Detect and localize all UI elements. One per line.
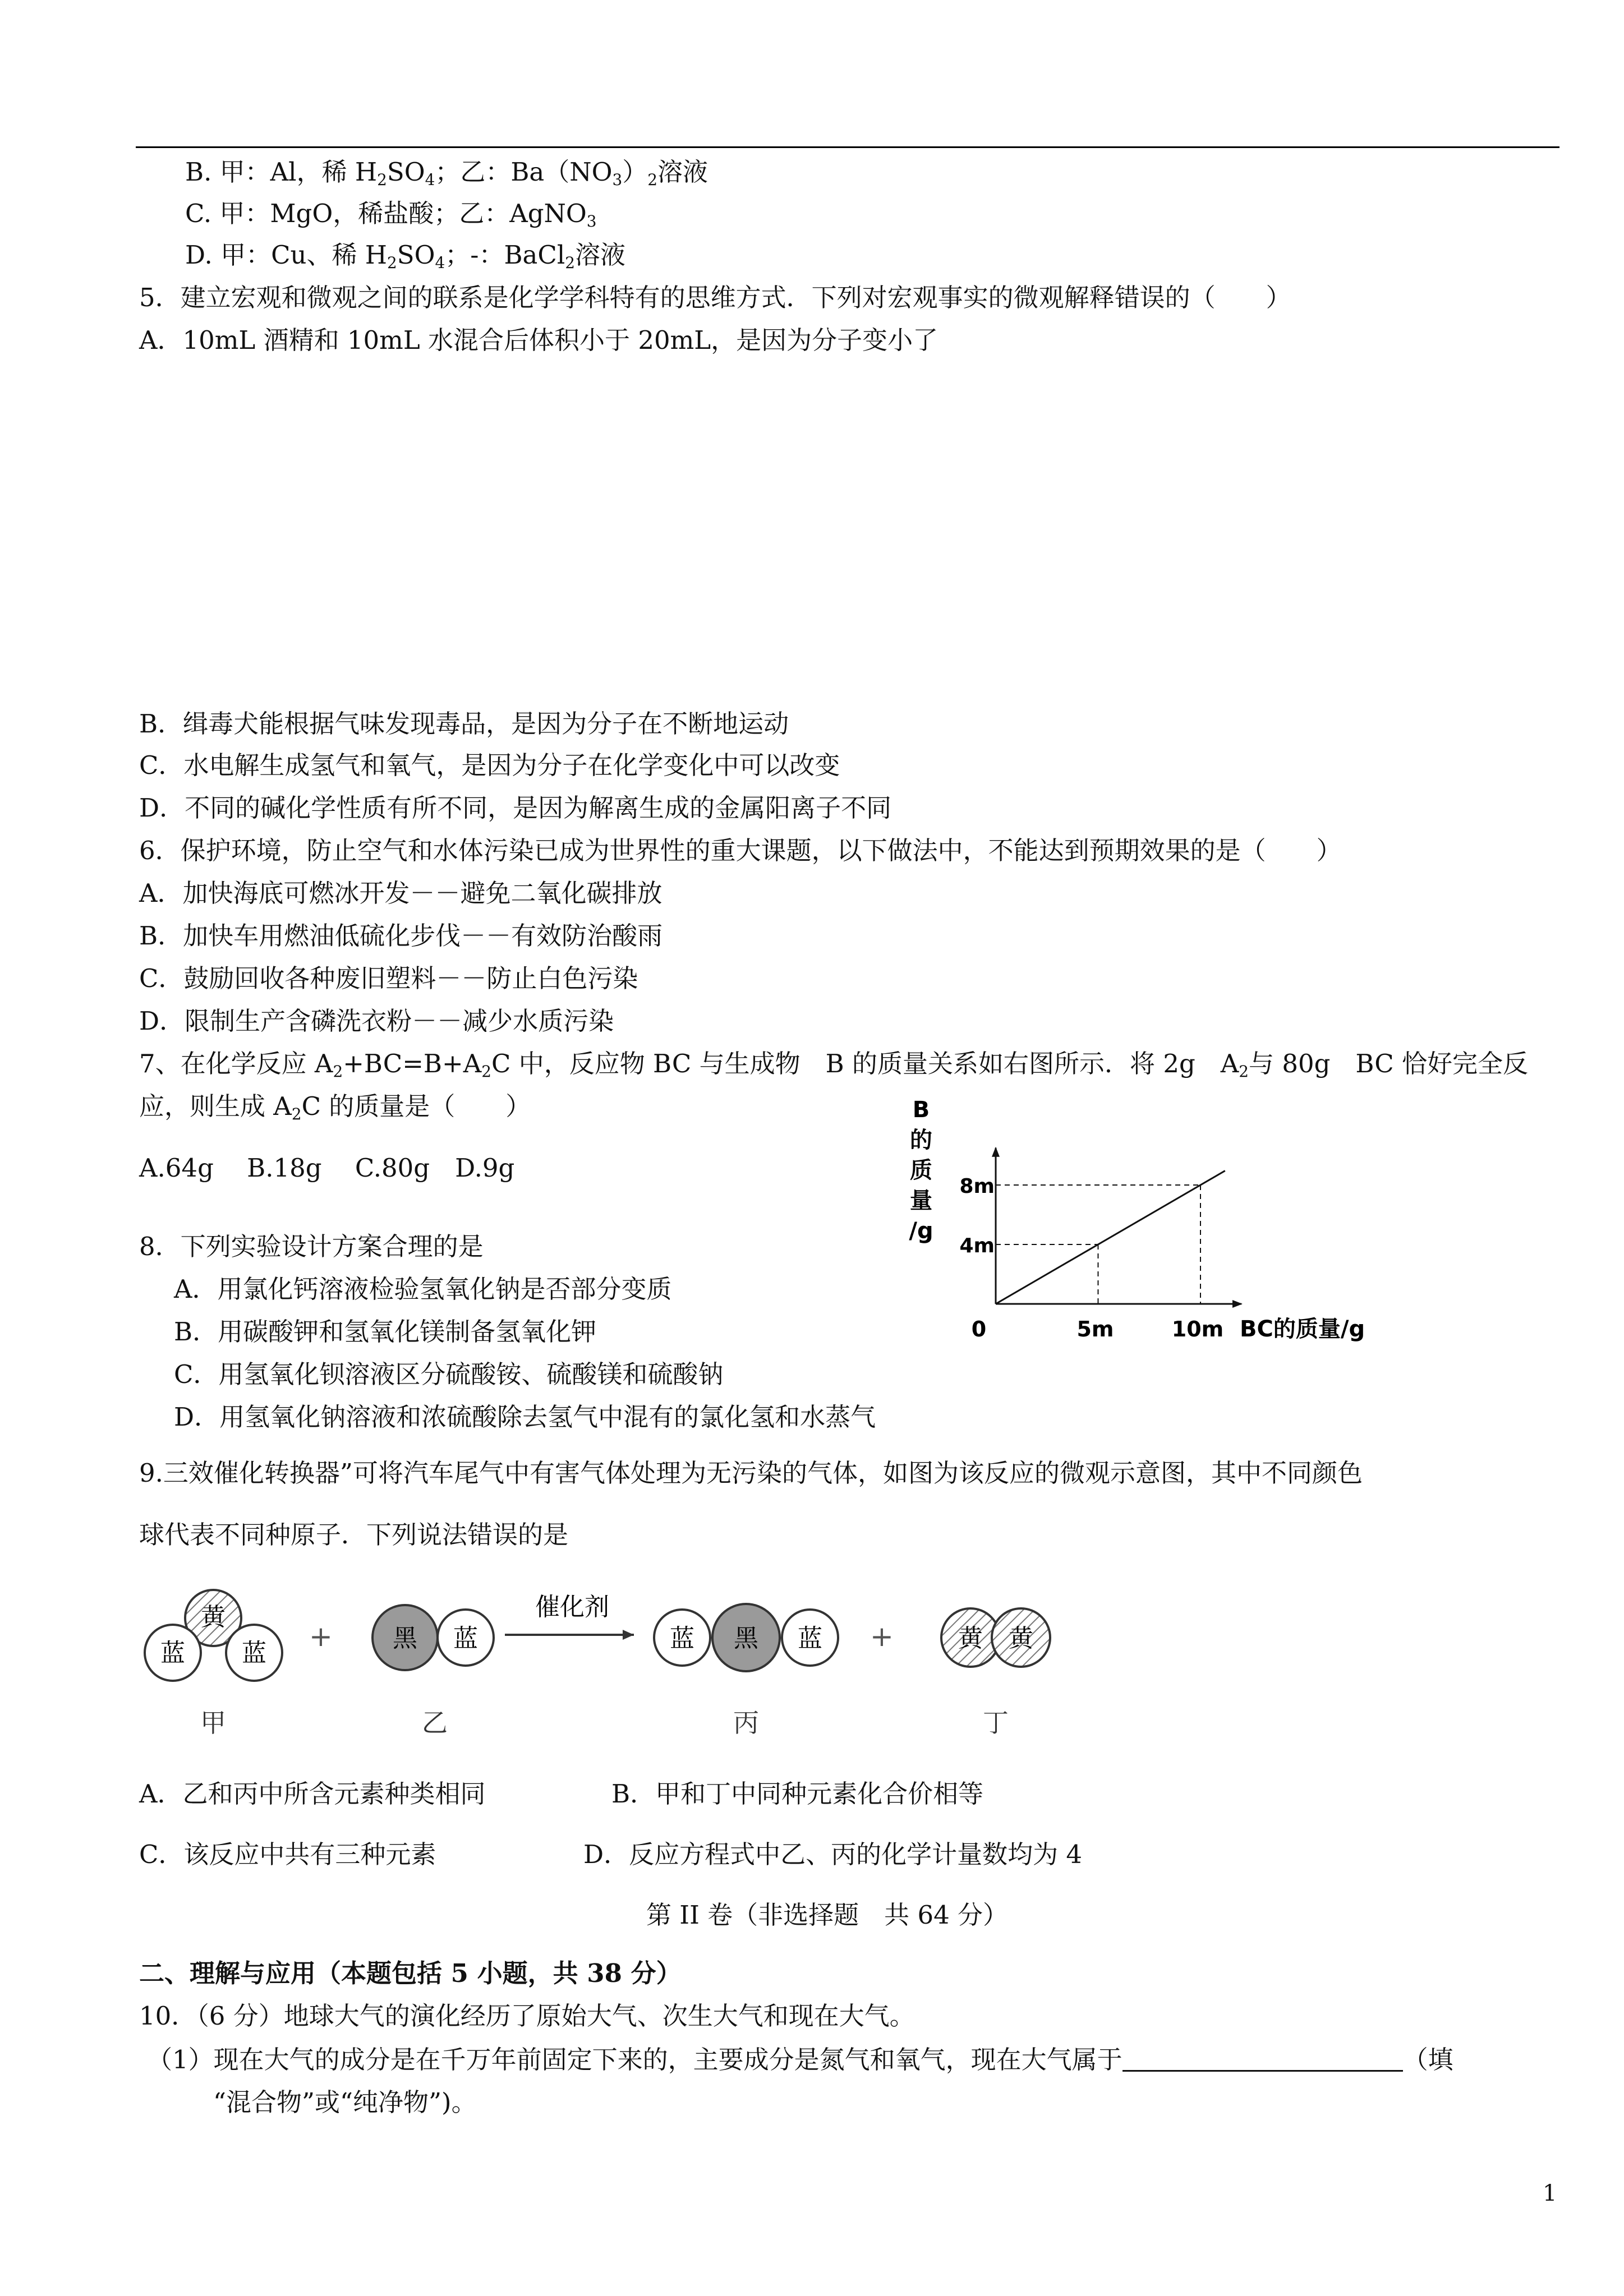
black-atom-label: 黑 <box>734 1624 758 1653</box>
arrow-head <box>623 1630 634 1640</box>
option-c-prev: C. 甲：MgO，稀盐酸；乙：AgNO$_3$ <box>185 199 597 230</box>
y-axis-label-part: /g <box>909 1218 933 1244</box>
y-axis-label-part: 质 <box>910 1158 932 1183</box>
label-ding: 丁 <box>983 1708 1009 1738</box>
q5-option-a: A．10mL 酒精和 10mL 水混合后体积小于 20mL，是因为分子变小了 <box>139 325 938 355</box>
q8-option-d: D．用氢氧化钠溶液和浓硫酸除去氢气中混有的氯化氢和水蒸气 <box>174 1402 876 1432</box>
blue-atom-label: 蓝 <box>798 1624 822 1653</box>
q7-mass-chart <box>909 1077 1365 1368</box>
y-tick-label: 8m <box>959 1175 995 1198</box>
series-line <box>996 1171 1225 1304</box>
label-bing: 丙 <box>733 1708 759 1738</box>
section-heading: 二、理解与应用（本题包括 5 小题，共 38 分） <box>139 1958 682 1988</box>
molecule-bing <box>654 1604 838 1671</box>
molecule-yi <box>372 1605 494 1670</box>
molecule-ding <box>941 1608 1050 1667</box>
x-axis-label: BC的质量/g <box>1240 1316 1365 1342</box>
header-rule <box>136 146 1559 148</box>
q9-reaction-diagram <box>129 1582 1094 1750</box>
y-tick-label: 4m <box>959 1234 995 1257</box>
q9-option-a: A．乙和丙中所含元素种类相同 <box>139 1779 486 1809</box>
yellow-atom-label: 黄 <box>201 1603 226 1631</box>
page-number: 1 <box>1543 2180 1557 2206</box>
blue-atom-label: 蓝 <box>160 1639 185 1667</box>
q5-option-d: D．不同的碱化学性质有所不同，是因为解离生成的金属阳离子不同 <box>139 793 892 823</box>
q8-stem: 8．下列实验设计方案合理的是 <box>139 1232 484 1261</box>
molecule-jia <box>145 1590 282 1681</box>
blue-atom-label: 蓝 <box>670 1624 694 1653</box>
q7-stem-line1: 7、在化学反应 $A_2+BC=B+A_2C$ 中，反应物 BC 与生成物 B 的质量关系如右图所示．将 2g $A_2$与 80g BC 恰好完全反 <box>139 1049 1529 1081</box>
label-jia: 甲 <box>200 1708 226 1738</box>
q8-option-b: B．用碳酸钾和氢氧化镁制备氢氧化钾 <box>174 1317 597 1347</box>
q6-option-d: D．限制生产含磷洗衣粉－－减少水质污染 <box>139 1006 614 1036</box>
q9-option-b: B．甲和丁中同种元素化合价相等 <box>611 1779 984 1809</box>
yellow-atom-label: 黄 <box>958 1624 983 1653</box>
y-axis-label-part: 的 <box>910 1127 932 1153</box>
x-tick-label: 10m <box>1171 1317 1224 1341</box>
q5-option-c: C．水电解生成氢气和氧气，是因为分子在化学变化中可以改变 <box>139 750 840 780</box>
plus-sign: + <box>870 1620 894 1653</box>
q9-stem-line1: 9.三效催化转换器”可将汽车尾气中有害气体处理为无污染的气体，如图为该反应的微观示意图，其中不同颜色 <box>139 1458 1363 1488</box>
option-d-prev: D. 甲：Cu、稀 $H_2SO_4$；-：BaCl$_2$溶液 <box>185 240 625 272</box>
q9-option-c: C．该反应中共有三种元素 <box>139 1839 436 1869</box>
q10-stem: 10．（6 分）地球大气的演化经历了原始大气、次生大气和现在大气。 <box>139 2001 915 2031</box>
q5-stem: 5．建立宏观和微观之间的联系是化学学科特有的思维方式．下列对宏观事实的微观解释错误的（ ） <box>139 283 1291 312</box>
q7-options: A.64g B.18g C.80g D.9g <box>139 1153 515 1183</box>
x-tick-label: 5m <box>1076 1317 1114 1341</box>
q8-option-c: C．用氢氧化钡溶液区分硫酸铵、硫酸镁和硫酸钠 <box>174 1359 724 1389</box>
q9-option-d: D．反应方程式中乙、丙的化学计量数均为 4 <box>583 1839 1083 1869</box>
answer-blank[interactable] <box>1122 2048 1403 2072</box>
origin-label: 0 <box>971 1317 987 1341</box>
section-title: 第 II 卷（非选择题 共 64 分） <box>646 1900 1009 1930</box>
label-yi: 乙 <box>422 1708 448 1738</box>
q6-option-a: A．加快海底可燃冰开发－－避免二氧化碳排放 <box>139 878 663 908</box>
q8-option-a: A．用氯化钙溶液检验氢氧化钠是否部分变质 <box>174 1274 672 1304</box>
q6-stem: 6．保护环境，防止空气和水体污染已成为世界性的重大课题，以下做法中，不能达到预期效果的是（ ） <box>139 836 1342 865</box>
y-axis-label-part: 量 <box>910 1188 932 1214</box>
y-axis-label-part: B <box>912 1097 930 1123</box>
q6-option-c: C．鼓励回收各种废旧塑料－－防止白色污染 <box>139 963 638 993</box>
q5-option-b: B．缉毒犬能根据气味发现毒品，是因为分子在不断地运动 <box>139 709 789 739</box>
q6-option-b: B．加快车用燃油低硫化步伐－－有效防治酸雨 <box>139 921 663 951</box>
q10-part1-cont: “混合物”或“纯净物”)。 <box>213 2087 477 2117</box>
yellow-atom-label: 黄 <box>1009 1624 1033 1653</box>
catalyst-label: 催化剂 <box>535 1593 609 1621</box>
q10-part1: （1）现在大气的成分是在千万年前固定下来的，主要成分是氮气和氧气，现在大气属于 （填 <box>147 2045 1453 2074</box>
q9-stem-line2: 球代表不同种原子．下列说法错误的是 <box>139 1520 569 1550</box>
blue-atom-label: 蓝 <box>453 1624 478 1653</box>
option-b-prev: B. 甲：Al，稀 $H_2SO_4$；乙：$Ba(NO_3)_2$溶液 <box>185 157 709 189</box>
blue-atom-label: 蓝 <box>242 1639 266 1667</box>
black-atom-label: 黑 <box>393 1624 417 1653</box>
plus-sign: + <box>309 1620 333 1653</box>
q7-stem-line2: 应，则生成 $A_2C$ 的质量是（ ） <box>139 1091 531 1123</box>
